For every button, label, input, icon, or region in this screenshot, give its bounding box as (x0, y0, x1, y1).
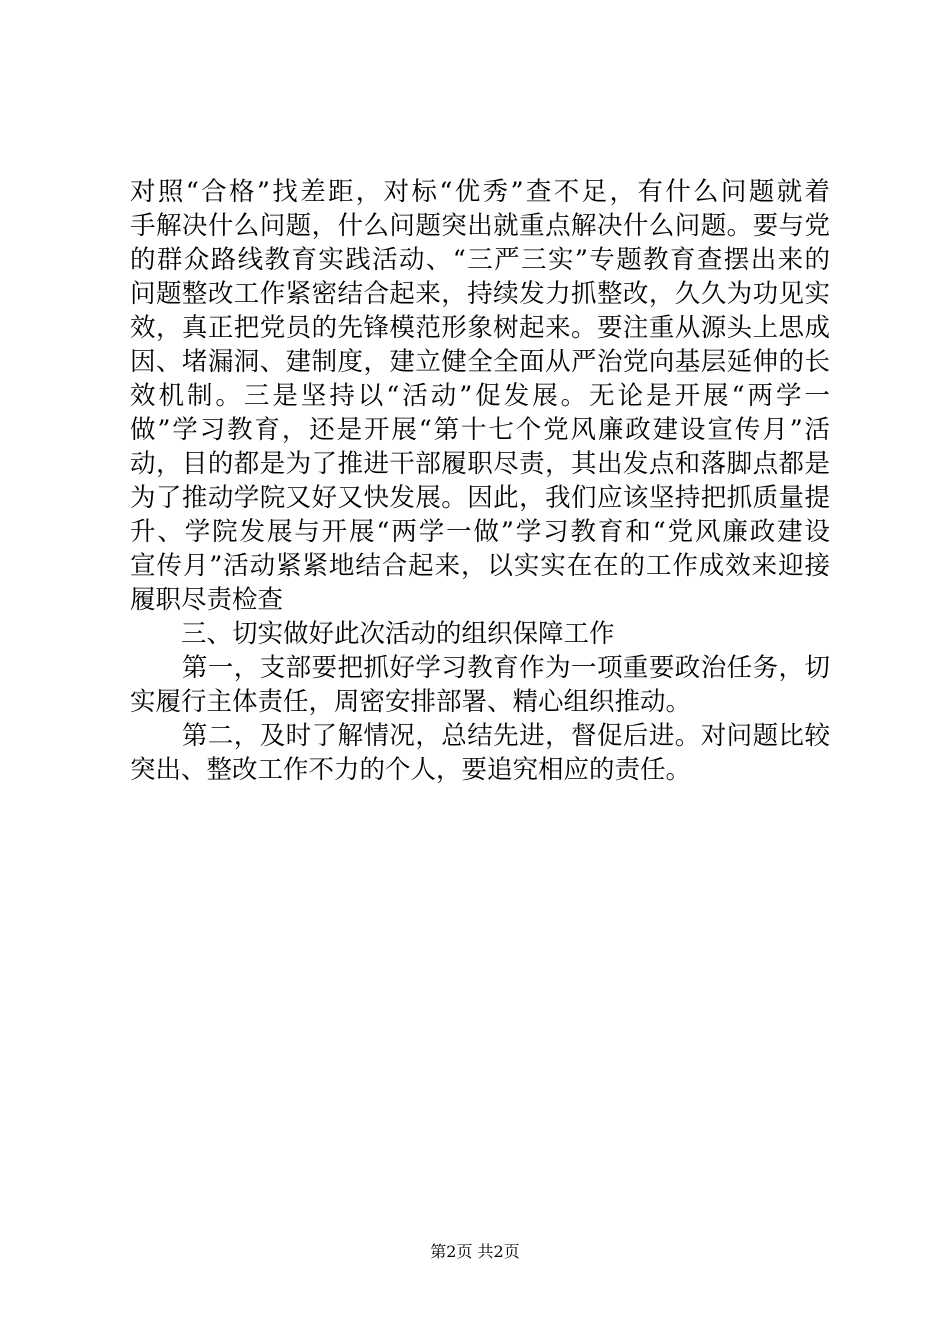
body-text-line: 效，真正把党员的先锋模范形象树起来。要注重从源头上思成 (130, 313, 830, 343)
body-text-line: 的群众路线教育实践活动、“三严三实”专题教育查摆出来的 (130, 245, 830, 275)
page-number-footer: 第2页 共2页 (430, 1242, 520, 1261)
section-heading: 三、切实做好此次活动的组织保障工作 (130, 619, 615, 649)
body-text-line: 问题整改工作紧密结合起来，持续发力抓整改，久久为功见实 (130, 279, 830, 309)
body-text-line: 对照“合格”找差距，对标“优秀”查不足，有什么问题就着 (130, 177, 830, 207)
body-text-line: 为了推动学院又好又快发展。因此，我们应该坚持把抓质量提 (130, 483, 830, 513)
body-text-line: 第二，及时了解情况，总结先进，督促后进。对问题比较 (130, 721, 830, 751)
body-text-line: 宣传月”活动紧紧地结合起来，以实实在在的工作成效来迎接 (130, 551, 830, 581)
body-text-line: 动，目的都是为了推进干部履职尽责，其出发点和落脚点都是 (130, 449, 830, 479)
body-text-line: 因、堵漏洞、建制度，建立健全全面从严治党向基层延伸的长 (130, 347, 830, 377)
body-text-line: 升、学院发展与开展“两学一做”学习教育和“党风廉政建设 (130, 517, 830, 547)
body-text-line: 实履行主体责任，周密安排部署、精心组织推动。 (130, 687, 692, 717)
body-text-line: 做”学习教育，还是开展“第十七个党风廉政建设宣传月”活 (130, 415, 830, 445)
body-text-line: 第一，支部要把抓好学习教育作为一项重要政治任务，切 (130, 653, 830, 683)
body-text-line: 手解决什么问题，什么问题突出就重点解决什么问题。要与党 (130, 211, 830, 241)
body-text-line: 效机制。三是坚持以“活动”促发展。无论是开展“两学一 (130, 381, 830, 411)
body-text-line: 突出、整改工作不力的个人，要追究相应的责任。 (130, 755, 692, 785)
body-text-line: 履职尽责检查 (130, 585, 284, 615)
